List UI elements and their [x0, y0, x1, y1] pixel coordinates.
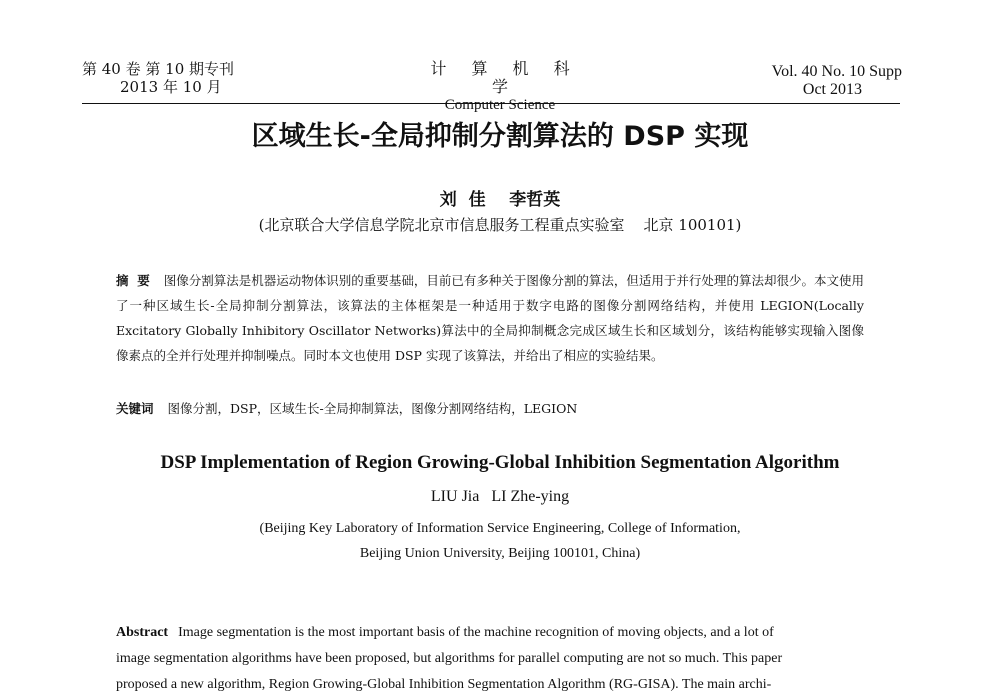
keywords-cn-label: 关键词: [116, 401, 154, 416]
abstract-en-label: Abstract: [116, 625, 169, 640]
paper-title-cn: 区域生长-全局抑制分割算法的 DSP 实现: [251, 121, 749, 152]
abstract-cn-label: 摘 要: [116, 273, 150, 288]
issue-date: 2013 年 10 月: [120, 78, 222, 96]
journal-name-en: Computer Science: [444, 97, 556, 113]
journal-header-center: [400, 60, 600, 114]
abstract-en-line2: image segmentation algorithms have been proposed, but algorithms for parallel computing are not so much. This paper: [116, 651, 783, 666]
abstract-en: [116, 620, 864, 698]
authors-en: LIU Jia LI Zhe-ying: [430, 488, 570, 505]
affiliation-en-line1: (Beijing Key Laboratory of Information Service Engineering, College of Information,: [259, 521, 741, 536]
abstract-en-line1: Image segmentation is the most important basis of the machine recognition of moving objects, and a lot of: [178, 625, 774, 640]
volume-issue: 第 40 卷 第 10 期专刊: [82, 60, 235, 78]
affiliation-en: [0, 516, 1000, 566]
paper-title-en: DSP Implementation of Region Growing-Global Inhibition Segmentation Algorithm: [160, 452, 840, 473]
authors-cn: 刘 佳 李哲英: [439, 190, 561, 210]
abstract-en-line3: proposed a new algorithm, Region Growing-Global Inhibition Segmentation Algorithm (RG-GISA). The main archi-: [116, 677, 772, 692]
journal-header-right: [772, 63, 902, 99]
journal-header-left: [82, 60, 234, 96]
abstract-cn: [116, 268, 864, 368]
journal-name-cn: 计 算 机 科 学: [430, 59, 580, 96]
keywords-cn-text: 图像分割，DSP，区域生长-全局抑制算法，图像分割网络结构，LEGION: [167, 401, 578, 416]
volume-issue-en: Vol. 40 No. 10 Supp: [771, 63, 902, 80]
affiliation-cn: (北京联合大学信息学院北京市信息服务工程重点实验室 北京 100101): [258, 216, 742, 234]
keywords-cn: [116, 396, 864, 421]
affiliation-en-line2: Beijing Union University, Beijing 100101, China): [359, 546, 641, 561]
abstract-cn-text: 图像分割算法是机器运动物体识别的重要基础，目前已有多种关于图像分割的算法，但适用于并行处理的算法却很少。本文使用了一种区域生长-全局抑制分割算法，该算法的主体框架是一种适用于数字电路的图像分割网络结构，并使用 LEGION(Locally Excitatory Globally Inhibitory Oscillator Networks)算法中的全局抑制概念完成区域生长和区域划分，该结构能够实现输入图像像素点的全并行处理并抑制噪点。同时本文也使用 DSP 实现了该算法，并给出了相应的实验结果。: [116, 273, 864, 363]
issue-date-en: Oct 2013: [802, 81, 862, 98]
header-rule: [82, 103, 900, 104]
